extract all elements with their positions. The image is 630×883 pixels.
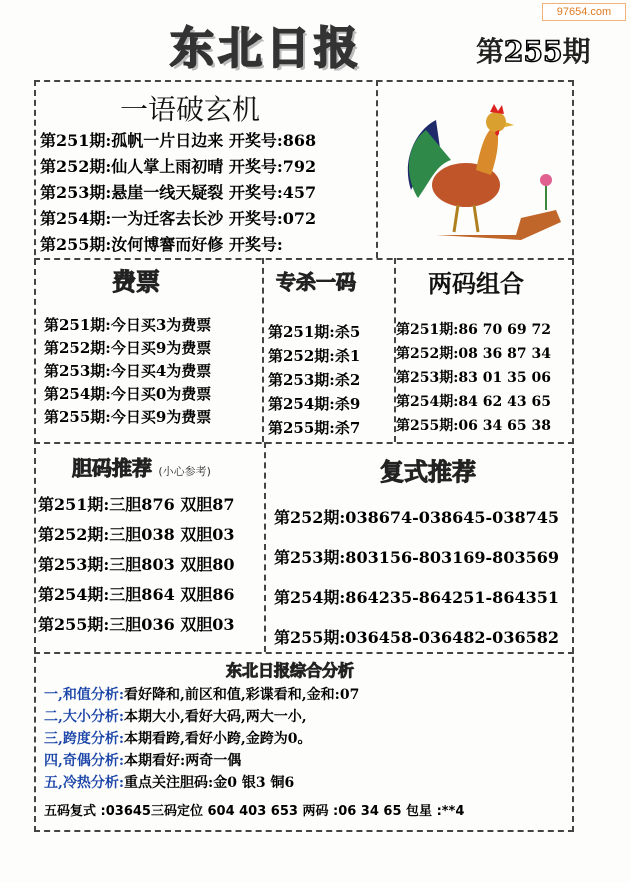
analysis-row xyxy=(44,706,359,728)
rooster-leg xyxy=(474,205,478,232)
divider-v4 xyxy=(264,442,266,652)
bile-row: 第252期:三胆038 双胆03 xyxy=(38,525,235,544)
analysis-text: 本期大小,看好大码,两大一小, xyxy=(124,709,307,725)
riddle-title: 一语破玄机 xyxy=(120,93,261,126)
kill-title xyxy=(276,266,356,295)
combo-row: 第253期:83 01 35 06 xyxy=(396,370,551,386)
divider-h1 xyxy=(34,258,574,260)
analysis-row xyxy=(44,772,359,794)
analysis-text: 本期看好:两奇一偶 xyxy=(124,753,242,769)
combo-row: 第255期:06 34 65 38 xyxy=(396,418,551,434)
bile-row: 第255期:三胆036 双胆03 xyxy=(38,615,235,634)
riddle-list xyxy=(40,128,316,258)
analysis-label: 一,和值分析: xyxy=(44,687,125,703)
analysis-text: 看好降和,前区和值,彩谍看和,金和:07 xyxy=(124,687,360,703)
divider-h2 xyxy=(34,442,574,444)
analysis-footer: 五码复式 :03645三码定位 604 403 653 两码 :06 34 65 包星 :**4 xyxy=(44,804,465,819)
fee-title-text: 费票 xyxy=(112,267,160,296)
combo-row: 第254期:84 62 43 65 xyxy=(396,394,551,410)
kill-row: 第253期:杀2 xyxy=(268,371,361,389)
bile-title: 胆码推荐 xyxy=(72,456,152,480)
riddle-row: 第255期:汝何博謇而好修 开奖号: xyxy=(40,235,283,254)
riddle-row: 第251期:孤帆一片日边来 开奖号:868 xyxy=(40,131,317,150)
kill-list xyxy=(268,320,360,440)
multi-title-text: 复式推荐 xyxy=(380,457,476,486)
combo-list xyxy=(396,318,551,438)
multi-row: 第255期:036458-036482-036582 xyxy=(274,628,559,647)
rooster-beak xyxy=(505,122,514,127)
analysis-label: 二,大小分析: xyxy=(44,709,125,725)
kill-row: 第255期:杀7 xyxy=(268,419,361,437)
multi-row: 第252期:038674-038645-038745 xyxy=(274,508,559,527)
masthead-title: 东北日报 xyxy=(170,23,362,74)
fee-row: 第254期:今日买0为费票 xyxy=(44,385,212,403)
analysis-text: 重点关注胆码:金0 银3 铜6 xyxy=(124,775,295,791)
issue-prefix: 第 xyxy=(476,35,505,68)
analysis-row xyxy=(44,684,359,706)
riddle-row: 第252期:仙人掌上雨初晴 开奖号:792 xyxy=(40,157,317,176)
kill-title-text: 专杀一码 xyxy=(276,270,356,294)
site-watermark: 97654.com xyxy=(542,3,626,21)
combo-row: 第252期:08 36 87 34 xyxy=(396,346,551,362)
fee-title xyxy=(112,262,160,297)
riddle-row: 第254期:一为迁客去长沙 开奖号:072 xyxy=(40,209,317,228)
riddle-row: 第253期:悬崖一线天疑裂 开奖号:457 xyxy=(40,183,317,202)
analysis-label: 五,冷热分析: xyxy=(44,775,125,791)
multi-row: 第253期:803156-803169-803569 xyxy=(274,548,559,567)
bile-row: 第251期:三胆876 双胆87 xyxy=(38,495,235,514)
kill-row: 第254期:杀9 xyxy=(268,395,361,413)
flower-head xyxy=(540,174,552,186)
divider-v2 xyxy=(262,258,264,442)
rooster-leg xyxy=(454,205,458,232)
fee-row: 第251期:今日买3为费票 xyxy=(44,316,212,334)
rooster-head xyxy=(486,112,506,132)
issue-number xyxy=(476,30,590,70)
multi-title xyxy=(380,452,476,487)
fee-row: 第253期:今日买4为费票 xyxy=(44,362,212,380)
kill-row: 第252期:杀1 xyxy=(268,347,361,365)
analysis-row xyxy=(44,750,359,772)
rooster-comb xyxy=(490,104,504,114)
analysis-label: 三,跨度分析: xyxy=(44,731,125,747)
multi-row: 第254期:864235-864251-864351 xyxy=(274,588,559,607)
combo-title: 两码组合 xyxy=(428,269,524,298)
rooster-neck xyxy=(476,125,498,175)
issue-suffix: 期 xyxy=(562,35,591,68)
combo-row: 第251期:86 70 69 72 xyxy=(396,322,551,338)
fee-row: 第252期:今日买9为费票 xyxy=(44,339,212,357)
bile-list xyxy=(38,490,235,640)
bile-title-wrap xyxy=(72,452,211,481)
bile-row: 第253期:三胆803 双胆80 xyxy=(38,555,235,574)
kill-row: 第251期:杀5 xyxy=(268,323,361,341)
analysis-title-text: 东北日报综合分析 xyxy=(226,661,355,680)
divider-v1 xyxy=(376,80,378,258)
fee-row: 第255期:今日买9为费票 xyxy=(44,408,212,426)
analysis-label: 四,奇偶分析: xyxy=(44,753,125,769)
bile-row: 第254期:三胆864 双胆86 xyxy=(38,585,235,604)
multi-list xyxy=(274,498,559,658)
analysis-text: 本期看跨,看好小跨,金跨为0。 xyxy=(124,731,312,747)
analysis-row xyxy=(44,728,359,750)
analysis-title xyxy=(226,658,354,681)
rooster-illustration xyxy=(396,100,566,250)
fee-list xyxy=(44,314,211,429)
bile-note: (小心参考) xyxy=(158,465,211,478)
issue-num: 255 xyxy=(504,35,563,68)
analysis-list xyxy=(44,684,359,794)
